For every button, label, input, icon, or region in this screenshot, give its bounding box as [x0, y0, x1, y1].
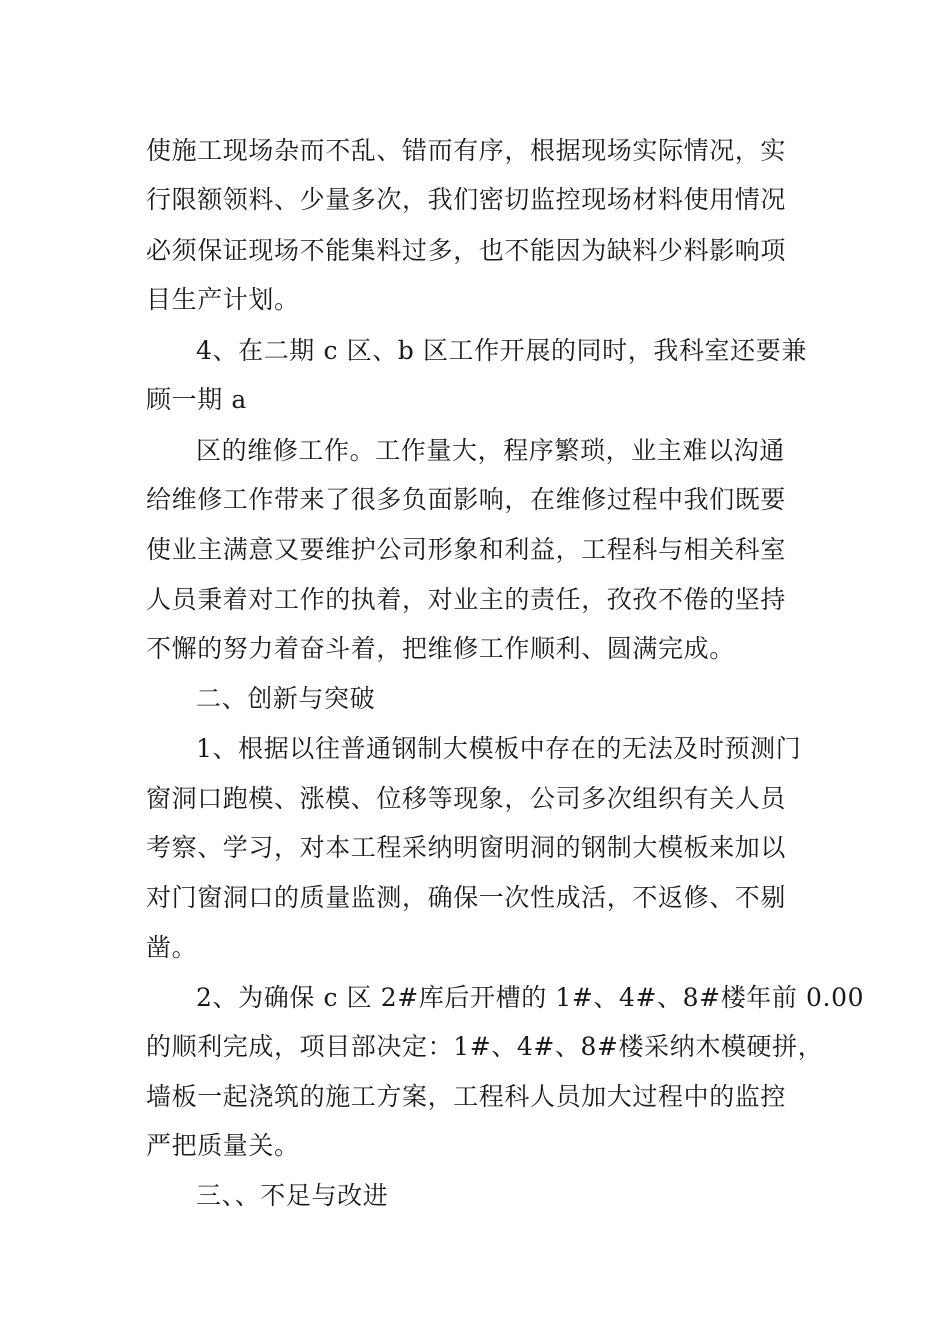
text-line: 必须保证现场不能集料过多，也不能因为缺料少料影响项 [146, 236, 787, 265]
text-line: 窗洞口跑模、涨模、位移等现象，公司多次组织有关人员 [146, 784, 787, 813]
text-line: 目生产计划。 [146, 285, 300, 314]
text-line: 人员秉着对工作的执着，对业主的责任，孜孜不倦的坚持 [146, 585, 787, 614]
text-line: 顾一期 a [146, 385, 247, 414]
text-line: 行限额领料、少量多次，我们密切监控现场材料使用情况 [146, 185, 787, 214]
text-line: 对门窗洞口的质量监测，确保一次性成活，不返修、不剔 [146, 883, 787, 912]
text-line: 墙板一起浇筑的施工方案，工程科人员加大过程中的监控 [146, 1082, 787, 1111]
text-line: 考察、学习，对本工程采纳明窗明洞的钢制大模板来加以 [146, 833, 787, 862]
text-line: 的顺利完成，项目部决定：1#、4#、8#楼采纳木模硬拼， [146, 1032, 824, 1061]
section-heading: 三、、不足与改进 [196, 1181, 389, 1210]
paragraph-start-line: 2、为确保 c 区 2#库后开槽的 1#、4#、8#楼年前 0.00 [196, 983, 865, 1012]
paragraph-start-line: 1、根据以往普通钢制大模板中存在的无法及时预测门 [196, 734, 802, 763]
paragraph-start-line: 4、在二期 c 区、b 区工作开展的同时，我科室还要兼 [196, 336, 807, 365]
text-line: 使业主满意又要维护公司形象和利益，工程科与相关科室 [146, 535, 787, 564]
text-line: 使施工现场杂而不乱、错而有序，根据现场实际情况，实 [146, 136, 787, 165]
section-heading: 二、创新与突破 [196, 684, 376, 713]
paragraph-start-line: 区的维修工作。工作量大，程序繁琐，业主难以沟通 [196, 436, 785, 465]
document-page [146, 0, 865, 1344]
text-line: 给维修工作带来了很多负面影响，在维修过程中我们既要 [146, 485, 787, 514]
text-line: 不懈的努力着奋斗着，把维修工作顺利、圆满完成。 [146, 634, 735, 663]
text-line: 凿。 [146, 933, 198, 962]
text-line: 严把质量关。 [146, 1131, 300, 1160]
